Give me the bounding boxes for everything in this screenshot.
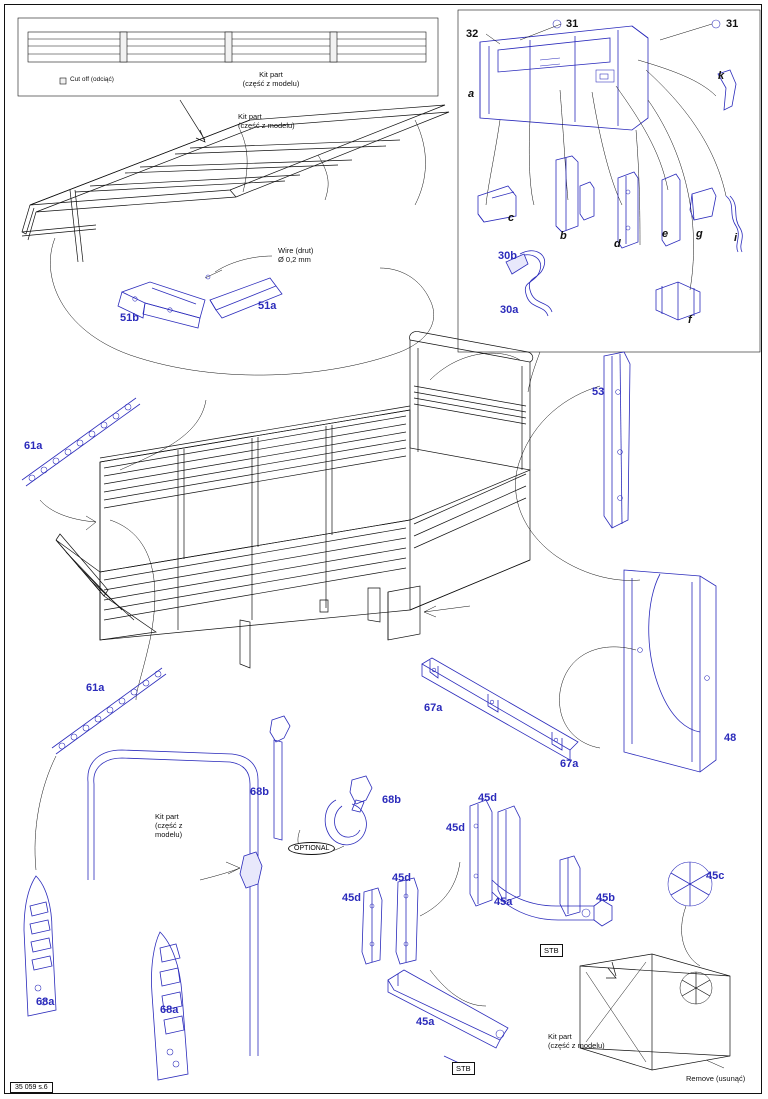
inset-label-d: d [614, 238, 621, 250]
part-label-51b: 51b [120, 312, 139, 324]
part-label-45b: 45b [596, 892, 615, 904]
part-45-group [298, 800, 730, 1070]
part-68b [270, 716, 372, 845]
part-label-61a-top: 61a [24, 440, 43, 452]
part-label-45a-bottom: 45a [416, 1016, 435, 1028]
wire-note-line1: Wire (drut) [278, 246, 314, 255]
part-label-30a: 30a [500, 304, 519, 316]
part-label-68a-right: 68a [160, 1004, 179, 1016]
part-label-45d-4: 45d [478, 792, 497, 804]
inset-label-b: b [560, 230, 567, 242]
part-label-45d-1: 45d [342, 892, 361, 904]
inset-label-i: i [734, 232, 738, 244]
wire-note-line2: Ø 0,2 mm [278, 255, 311, 264]
part-label-45d-2: 45d [392, 872, 411, 884]
part-67a [422, 658, 578, 760]
part-label-45d-3: 45d [446, 822, 465, 834]
legend-swatch-note: Cut off (odciąć) [70, 76, 114, 83]
inset-label-f: f [688, 314, 692, 326]
kit-part-rail-line1: Kit part [155, 812, 179, 821]
inset-label-32: 32 [466, 28, 479, 40]
part-label-68b-right: 68b [382, 794, 401, 806]
stb-badge-1: STB [540, 944, 563, 957]
kit-part-roof-line2: (część z modelu) [238, 121, 295, 130]
part-label-45a-left: 45a [494, 896, 513, 908]
inset-label-c: c [508, 212, 515, 224]
part-53 [516, 352, 641, 580]
inset-label-a: a [468, 88, 475, 100]
inset-panel [458, 10, 760, 352]
legend-caption-line1: Kit part [259, 70, 283, 79]
part-label-67a-top: 67a [424, 702, 443, 714]
part-label-51a: 51a [258, 300, 277, 312]
part-51-cluster [50, 238, 433, 375]
part-label-67a-bottom: 67a [560, 758, 579, 770]
inset-label-g: g [696, 228, 703, 240]
legend-caption-line2: (część z modelu) [242, 79, 300, 88]
inset-label-k: k [718, 70, 725, 82]
kit-part-rail-line2: (część z [155, 821, 183, 830]
roof-frame-assembly [22, 100, 449, 262]
remove-note: Remove (usunąć) [686, 1074, 746, 1083]
sheet-footer-code: 35 059 s.6 [10, 1082, 53, 1093]
inset-label-31-right: 31 [726, 18, 739, 30]
part-label-30b: 30b [498, 250, 517, 262]
part-label-68b-left: 68b [250, 786, 269, 798]
part-label-68a-left: 68a [36, 996, 55, 1008]
kit-part-roof-line1: Kit part [238, 112, 262, 121]
part-48 [559, 570, 716, 772]
part-label-53: 53 [592, 386, 605, 398]
part-label-45c: 45c [706, 870, 725, 882]
part-61a-chains [22, 398, 166, 754]
optional-badge: OPTIONAL [288, 842, 335, 855]
kit-part-rail-line3: modelu) [155, 830, 183, 839]
bottom-left-rail [24, 750, 262, 1080]
stb-badge-2: STB [452, 1062, 475, 1075]
kit-part-box-line2: (część z modelu) [548, 1041, 605, 1050]
kit-part-box-line1: Kit part [548, 1032, 572, 1041]
part-label-61a-bottom: 61a [86, 682, 105, 694]
inset-label-e: e [662, 228, 669, 240]
inset-label-31-left: 31 [566, 18, 579, 30]
part-label-48: 48 [724, 732, 737, 744]
main-truck-bed [56, 331, 533, 700]
